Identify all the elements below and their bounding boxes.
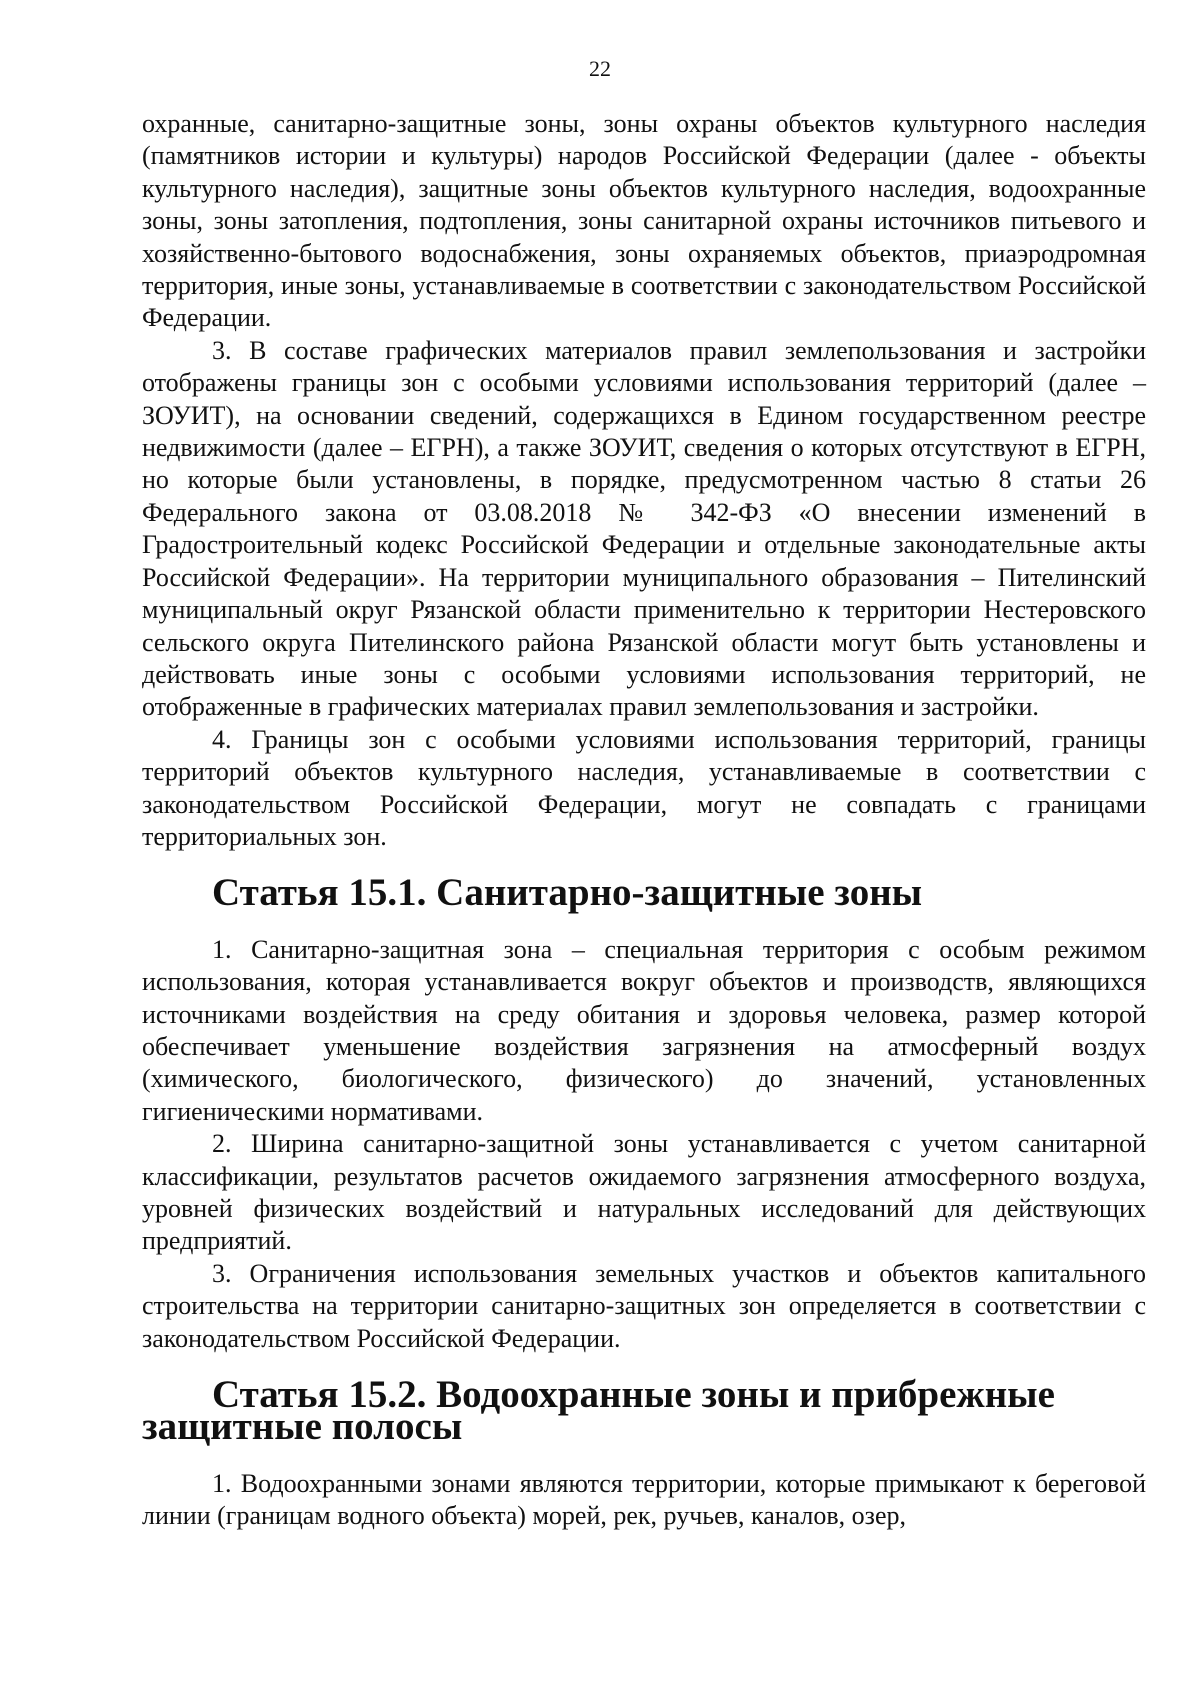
paragraph-item-4: 4. Границы зон с особыми условиями использования территорий, границы территорий объектов культурного наследия, устанавливаемые в соответствии с законодательством Российской Федерации, могут не совпадать с границами территориальных зон. xyxy=(142,724,1146,851)
paragraph-zones-list: охранные, санитарно-защитные зоны, зоны охраны объектов культурного наследия (памятников истории и культуры) народов Российской Федерации (далее - объекты культурного наследия), защитные зоны объектов культурного наследия, водоохранные зоны, зоны затопления, подтопления, зоны санитарной охраны источников питьевого и хозяйственно-бытового водоснабжения, зоны охраняемых объектов, приаэродромная территория, иные зоны, устанавливаемые в соответствии с законодательством Российской Федерации. xyxy=(142,109,1146,333)
article-15-2-heading: Статья 15.2. Водоохранные зоны и прибрежные защитные полосы xyxy=(142,1373,1055,1449)
document-body xyxy=(142,108,1146,1533)
article-15-1-item-1: 1. Санитарно-защитная зона – специальная территория с особым режимом использования, которая устанавливается вокруг объектов и производств, являющихся источниками воздействия на среду обитания и здоровья человека, размер которой обеспечивает уменьшение воздействия загрязнения на атмосферный воздух (химического, биологического, физического) до значений, установленных гигиеническими нормативами. xyxy=(142,934,1146,1126)
article-15-2-item-1: 1. Водоохранными зонами являются территории, которые примыкают к береговой линии (границам водного объекта) морей, рек, ручьев, каналов, озер, xyxy=(142,1468,1146,1531)
paragraph-item-3: 3. В составе графических материалов правил землепользования и застройки отображены границы зон с особыми условиями использования территорий (далее – ЗОУИТ), на основании сведений, содержащихся в Едином государственном реестре недвижимости (далее – ЕГРН), а также ЗОУИТ, сведения о которых отсутствуют в ЕГРН, но которые были установлены, в порядке, предусмотренном частью 8 статьи 26 Федерального закона от 03.08.2018 № 342-ФЗ «О внесении изменений в Градостроительный кодекс Российской Федерации и отдельные законодательные акты Российской Федерации». На территории муниципального образования – Пителинский муниципальный округ Рязанской области применительно к территории Нестеровского сельского округа Пителинского района Рязанской области могут быть установлены и действовать иные зоны с особыми условиями использования территорий, не отображенные в графических материалах правил землепользования и застройки. xyxy=(142,335,1146,722)
article-15-1-heading: Статья 15.1. Санитарно-защитные зоны xyxy=(212,871,923,915)
page-number: 22 xyxy=(589,56,611,81)
article-15-1-item-2: 2. Ширина санитарно-защитной зоны устанавливается с учетом санитарной классификации, результатов расчетов ожидаемого загрязнения атмосферного воздуха, уровней физических воздействий и натуральных исследований для действующих предприятий. xyxy=(142,1129,1146,1256)
article-15-1-item-3: 3. Ограничения использования земельных участков и объектов капитального строительства на территории санитарно-защитных зон определяется в соответствии с законодательством Российской Федерации. xyxy=(142,1258,1146,1353)
